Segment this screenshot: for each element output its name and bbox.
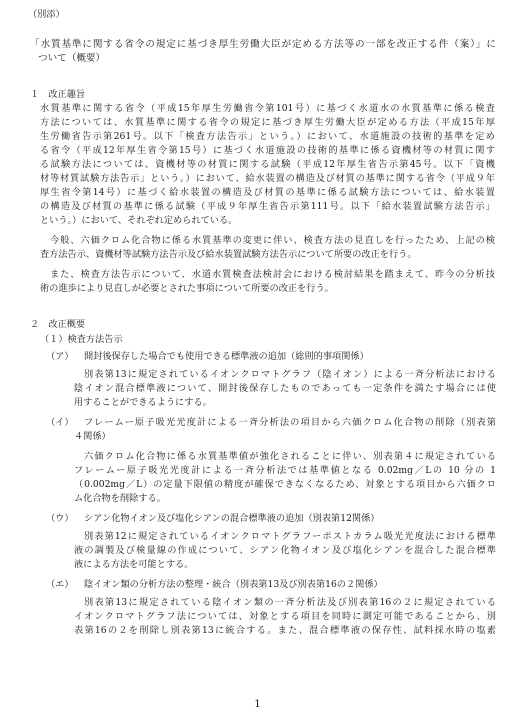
document-title-line-1: 「水質基準に関する省令の規定に基づき厚生労働大臣が定める方法等の一部を改正する件（案）」に bbox=[30, 39, 496, 50]
item-b-body-line: （0.002mg／L）の定量下限値の精度が確保できなくなるため、対象とする項目から六価クロ bbox=[74, 479, 496, 490]
item-a-title: 開封後保存した場合でも使用できる標準液の追加（総則的事項関係） bbox=[84, 351, 369, 362]
page-number: 1 bbox=[254, 699, 261, 710]
document-title-line-2: ついて（概要） bbox=[38, 53, 106, 64]
item-d-body-line: 表第16の２を削除し別表第13に統合する。また、混合標準液の保存性、試料採水時の塩素 bbox=[74, 625, 496, 636]
item-b-title-continuation: ４関係） bbox=[74, 431, 111, 442]
section-1-paragraph-line: る試験方法については、資機材等の材質に関する試験（平成12年厚生省告示第45号。以下「資機 bbox=[40, 159, 495, 170]
item-c-title: シアン化物イオン及び塩化シアンの混合標準液の追加（別表第12関係） bbox=[84, 513, 380, 524]
section-1-paragraph-line: 材等材質試験方法告示」という。）において、給水装置の構造及び材質の基準に関する省令（平成９年 bbox=[40, 173, 495, 184]
section-1-paragraph-line: 厚生省令第14号）に基づく給水装置の構造及び材質の基準に係る試験方法については、給水装置 bbox=[40, 187, 495, 198]
item-c-body-line: 液による方法を可能とする。 bbox=[74, 559, 194, 570]
section-1-paragraph-line: 生労働省告示第261号。以下「検査方法告示」という。）において、水道施設の技術的基準を定め bbox=[40, 131, 495, 142]
item-d-body-line: イオンクロマトグラフ法については、対象とする項目を同時に測定可能であることから、別 bbox=[74, 611, 496, 622]
item-a-body-line: 用することができるようにする。 bbox=[74, 397, 212, 408]
item-d-mark: （エ） bbox=[46, 579, 74, 590]
item-a-body-line: 陰イオン混合標準液について、開封後保存したものであっても一定条件を満たす場合には使 bbox=[74, 383, 496, 394]
item-d-body-line: 別表第13に規定されている陰イオン類の一斉分析法及び別表第16の２に規定されている bbox=[84, 597, 496, 608]
section-1-paragraph-line: 方法については、水質基準に関する省令の規定に基づき厚生労働大臣が定める方法（平成15年厚 bbox=[40, 117, 495, 128]
item-c-body-line: 液の調製及び検量線の作成について、シアン化物イオン及び塩化シアンを混合した混合標準 bbox=[74, 545, 496, 556]
item-b-body-line: ム化合物を削除する。 bbox=[74, 493, 166, 504]
item-a-mark: （ア） bbox=[46, 351, 74, 362]
item-b-mark: （イ） bbox=[46, 417, 74, 428]
item-d-title: 陰イオン類の分析方法の整理・統合（別表第13及び別表第16の２関係） bbox=[84, 579, 383, 590]
section-1-paragraph-line: る省令（平成12年厚生省令第15号）に基づく水道施設の技術的基準に係る資機材等の材質に関す bbox=[40, 145, 495, 156]
section-1-heading: １ 改正趣旨 bbox=[30, 89, 86, 100]
section-1-paragraph-line: 水質基準に関する省令（平成15年厚生労働省令第101号）に基づく水道水の水質基準に係る検査 bbox=[40, 103, 495, 114]
item-a-body-line: 別表第13に規定されているイオンクロマトグラフ（陰イオン）による一斉分析法における bbox=[84, 369, 496, 380]
section-1-paragraph-line: 査方法告示、資機材等試験方法告示及び給水装置試験方法告示について所要の改正を行う。 bbox=[40, 249, 417, 260]
section-1-paragraph-line: また、検査方法告示について、水道水質検査法検討会における検討結果を踏まえて、昨今の分析技 bbox=[50, 269, 495, 280]
subsection-1-heading: （１）検査方法告示 bbox=[40, 334, 123, 345]
section-1-paragraph-line: 今般、六価クロム化合物に係る水質基準の変更に伴い、検査方法の見直しを行ったため、上記の検 bbox=[50, 235, 495, 246]
item-c-mark: （ウ） bbox=[46, 513, 74, 524]
section-1-paragraph-line: の構造及び材質の基準に係る試験（平成９年厚生省告示第111号。以下「給水装置試験方法告示」 bbox=[40, 201, 495, 212]
item-b-title: フレームー原子吸光光度計による一斉分析法の項目から六価クロム化合物の削除（別表第 bbox=[84, 417, 496, 428]
section-1-paragraph-line: 術の進歩により見直しが必要とされた事項について所要の改正を行う。 bbox=[40, 283, 334, 294]
section-2-heading: ２ 改正概要 bbox=[30, 319, 86, 330]
attachment-tag: （別添） bbox=[28, 9, 65, 20]
section-1-paragraph-line: という。）において、それぞれ定められている。 bbox=[40, 215, 238, 226]
item-c-body-line: 別表第12に規定されているイオンクロマトグラフーポストカラム吸光光度法における標準 bbox=[84, 531, 496, 542]
item-b-body-line: 六価クロム化合物に係る水質基準値が強化されることに伴い、別表第４に規定されている bbox=[84, 451, 496, 462]
item-b-body-line: フレームー原子吸光光度計による一斉分析法では基準値となる 0.02mg／Lの 10 分の 1 bbox=[74, 465, 496, 476]
